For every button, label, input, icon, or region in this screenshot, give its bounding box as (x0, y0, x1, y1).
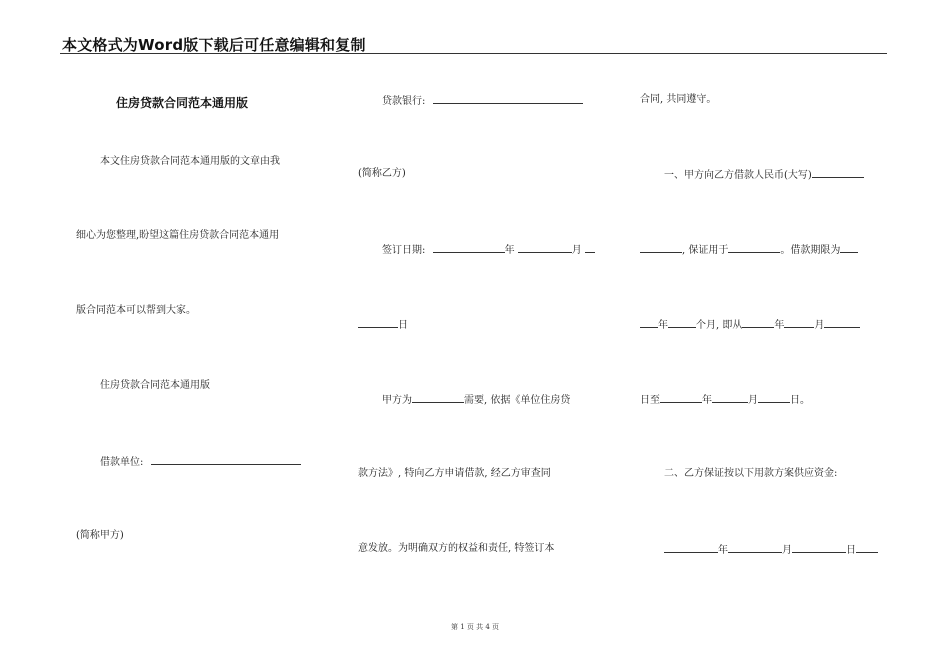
intro-line-2: 细心为您整理,盼望这篇住房贷款合同范本通用 (76, 230, 280, 241)
term-end-line (640, 393, 810, 407)
to-day-label: 日。 (790, 395, 810, 406)
document-title: 住房贷款合同范本通用版 (116, 96, 249, 110)
intro-line-1: 本文住房贷款合同范本通用版的文章由我 (100, 156, 280, 167)
to-year-label: 年 (702, 395, 712, 406)
header-divider (60, 53, 887, 54)
schedule-day-label: 日 (846, 545, 856, 556)
amount-continue-blank (640, 243, 682, 253)
loan-amount-blank (812, 168, 864, 178)
term-months-blank (668, 318, 696, 328)
term-label: 。借款期限为 (780, 245, 841, 256)
bank-field (382, 94, 583, 108)
para-line-3: 意发放。为明确双方的权益和责任, 特签订本 (358, 543, 555, 554)
header-title: 本文格式为Word版下载后可任意编辑和复制 (62, 36, 366, 54)
loan-amount-label: 一、甲方向乙方借款人民币(大写) (664, 170, 812, 181)
borrower-field (100, 455, 301, 469)
sign-year-label: 年 (504, 245, 515, 256)
term-year-label: 年 (658, 320, 668, 331)
sign-day-label: 日 (398, 320, 408, 331)
from-year-blank (742, 318, 774, 328)
need-blank (412, 393, 464, 403)
schedule-tail-blank (856, 543, 878, 553)
to-day-blank (758, 393, 790, 403)
to-month-label: 月 (748, 395, 758, 406)
term-months-label: 个月, 即从 (696, 320, 743, 331)
bank-label: 贷款银行: (382, 96, 426, 107)
schedule-month-label: 月 (782, 545, 792, 556)
schedule-year-label: 年 (718, 545, 728, 556)
schedule-day-blank (792, 543, 846, 553)
subtitle: 住房贷款合同范本通用版 (100, 380, 210, 391)
purpose-blank (728, 243, 780, 253)
to-year-blank (660, 393, 702, 403)
section-2-heading: 二、乙方保证按以下用款方案供应资金: (664, 468, 838, 479)
term-blank-a (840, 243, 858, 253)
para-line-2: 款方法》, 特向乙方申请借款, 经乙方审查同 (358, 468, 551, 479)
schedule-line (664, 543, 878, 557)
schedule-year-blank (664, 543, 718, 553)
schedule-month-blank (728, 543, 782, 553)
sign-date-field (382, 243, 595, 257)
intro-line-3: 版合同范本可以帮到大家。 (76, 305, 196, 316)
from-day-blank (824, 318, 860, 328)
term-line (640, 318, 860, 332)
loan-amount-line (664, 168, 864, 182)
page-number: 第 1 页 共 4 页 (450, 623, 500, 631)
sign-year-blank (433, 243, 505, 253)
sign-month-blank (518, 243, 572, 253)
borrower-blank (151, 455, 301, 465)
para-line-1a: 甲方为 (382, 395, 412, 406)
sign-day-blank-a (585, 243, 595, 253)
bank-blank (433, 94, 583, 104)
from-month-label: 月 (814, 320, 825, 331)
para-line-1 (382, 393, 570, 407)
sign-month-label: 月 (571, 245, 582, 256)
from-year-label: 年 (774, 320, 785, 331)
purpose-label: , 保证用于 (682, 245, 729, 256)
col3-line-1: 合同, 共同遵守。 (640, 94, 717, 105)
party-b-note: (简称乙方) (358, 168, 406, 179)
sign-day-line (358, 318, 408, 332)
purpose-line (640, 243, 858, 257)
to-label: 日至 (640, 395, 660, 406)
to-month-blank (712, 393, 748, 403)
from-month-blank (784, 318, 814, 328)
term-blank-b (640, 318, 658, 328)
para-line-1b: 需要, 依据《单位住房贷 (464, 395, 571, 406)
borrower-label: 借款单位: (100, 457, 144, 468)
party-a-note: (简称甲方) (76, 530, 124, 541)
sign-date-label: 签订日期: (382, 245, 426, 256)
sign-day-blank-b (358, 318, 398, 328)
